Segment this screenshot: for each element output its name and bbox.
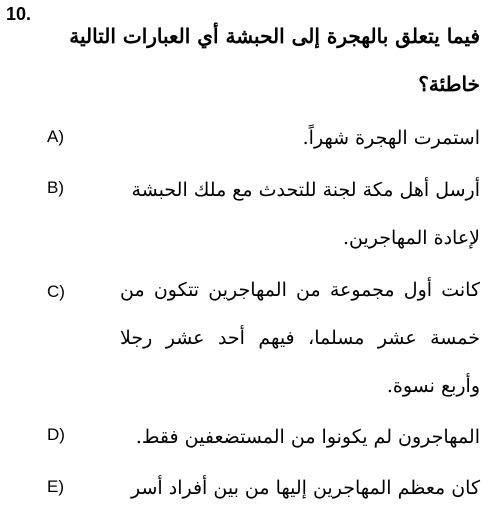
option-a-label: A) xyxy=(47,127,64,146)
option-d-label: D) xyxy=(47,425,65,444)
option-c-label: C) xyxy=(47,282,65,301)
option-e-label: E) xyxy=(47,477,64,496)
question-stem: فيما يتعلق بالهجرة إلى الحبشة أي العبارات التالية خاطئة؟ xyxy=(69,24,480,96)
option-a-text: استمرت الهجرة شهراً. xyxy=(302,127,480,149)
option-e-text: كان معظم المهاجرين إليها من بين أفراد أسر xyxy=(131,477,480,499)
option-b-label: B) xyxy=(47,178,64,197)
option-d-text: المهاجرون لم يكونوا من المستضعفين فقط. xyxy=(135,426,480,448)
question-number: 10. xyxy=(6,4,32,24)
option-c-text: كانت أول مجموعة من المهاجرين تتكون من خمسة عشر مسلما، فيهم أحد عشر رجلا وأربع نسوة. xyxy=(120,279,480,397)
option-b-text: أرسل أهل مكة لجنة للتحدث مع ملك الحبشة لإعادة المهاجرين. xyxy=(131,179,480,249)
